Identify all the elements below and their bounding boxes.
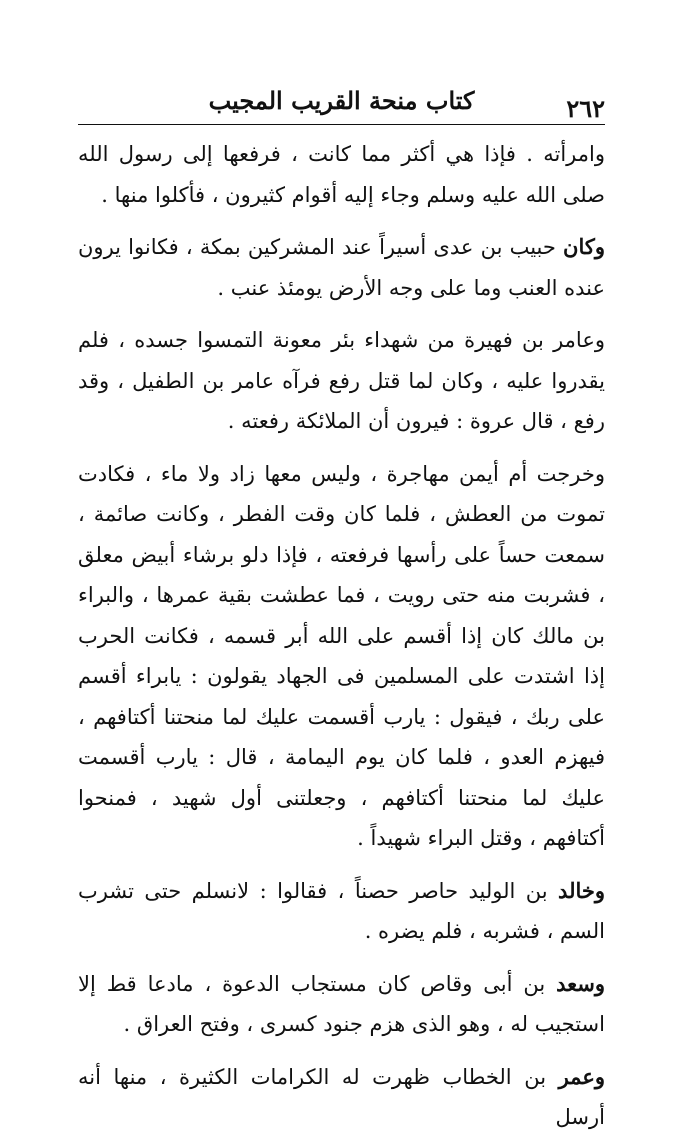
paragraph-text: بن الخطاب ظهرت له الكرامات الكثيرة ، منها أنه أرسل (78, 1064, 605, 1129)
paragraph-text: وامرأته . فإذا هي أكثر مما كانت ، فرفعها إلى رسول الله صلى الله عليه وسلم وجاء إليه أقوام كثيرون ، فأكلوا منها . (78, 142, 605, 207)
header-rule (78, 124, 605, 125)
paragraph-text: بن أبى وقاص كان مستجاب الدعوة ، مادعا قط إلا استجيب له ، وهو الذى هزم جنود كسرى ، وفتح العراق . (78, 971, 605, 1036)
body-text (78, 134, 605, 1138)
running-header (78, 86, 605, 122)
page-number: ٢٦٢ (566, 94, 605, 123)
paragraph (78, 871, 605, 952)
paragraph-text: حبيب بن عدى أسيراً عند المشركين بمكة ، فكانوا يرون عنده العنب وما على وجه الأرض يومئذ عنب . (78, 235, 605, 300)
paragraph-lead: وعمر (558, 1063, 605, 1089)
paragraph-text: وعامر بن فهيرة من شهداء بئر معونة التمسوا جسده ، فلم يقدروا عليه ، وكان لما قتل رفع فرآه عامر بن الطفيل ، وقد رفع ، قال عروة : فيرون أن الملائكة رفعته . (78, 328, 605, 433)
paragraph-text: بن الوليد حاصر حصناً ، فقالوا : لانسلم حتى تشرب السم ، فشربه ، فلم يضره . (78, 878, 605, 943)
book-title: كتاب منحة القريب المجيب (208, 86, 475, 115)
paragraph (78, 454, 605, 859)
paragraph-lead: وسعد (556, 970, 605, 996)
paragraph-lead: وكان (563, 234, 605, 259)
paragraph (78, 134, 605, 215)
paragraph (78, 227, 605, 308)
paragraph-text: وخرجت أم أيمن مهاجرة ، وليس معها زاد ولا ماء ، فكادت تموت من العطش ، فلما كان وقت الفطر ، وكانت صائمة ، سمعت حساً على رأسها فرفعته ، فإذا دلو برشاء أبيض معلق ، فشربت منه حتى رويت ، فما عطشت بقية عمرها ، والبراء بن مالك كان إذا أقسم على الله أبر قسمه ، فكانت الحرب إذا اشتدت على المسلمين فى الجهاد يقولون : يابراء أقسم على ربك ، فيقول : يارب أقسمت عليك لما منحتنا أكتافهم ، فيهزم العدو ، فلما كان يوم اليمامة ، قال : يارب أقسمت عليك لما منحتنا أكتافهم ، وجعلتنى أول شهيد ، فمنحوا أكتافهم ، وقتل البراء شهيداً . (78, 461, 605, 850)
paragraph (78, 964, 605, 1045)
paragraph-lead: وخالد (558, 877, 605, 903)
paragraph (78, 320, 605, 442)
paragraph (78, 1057, 605, 1138)
